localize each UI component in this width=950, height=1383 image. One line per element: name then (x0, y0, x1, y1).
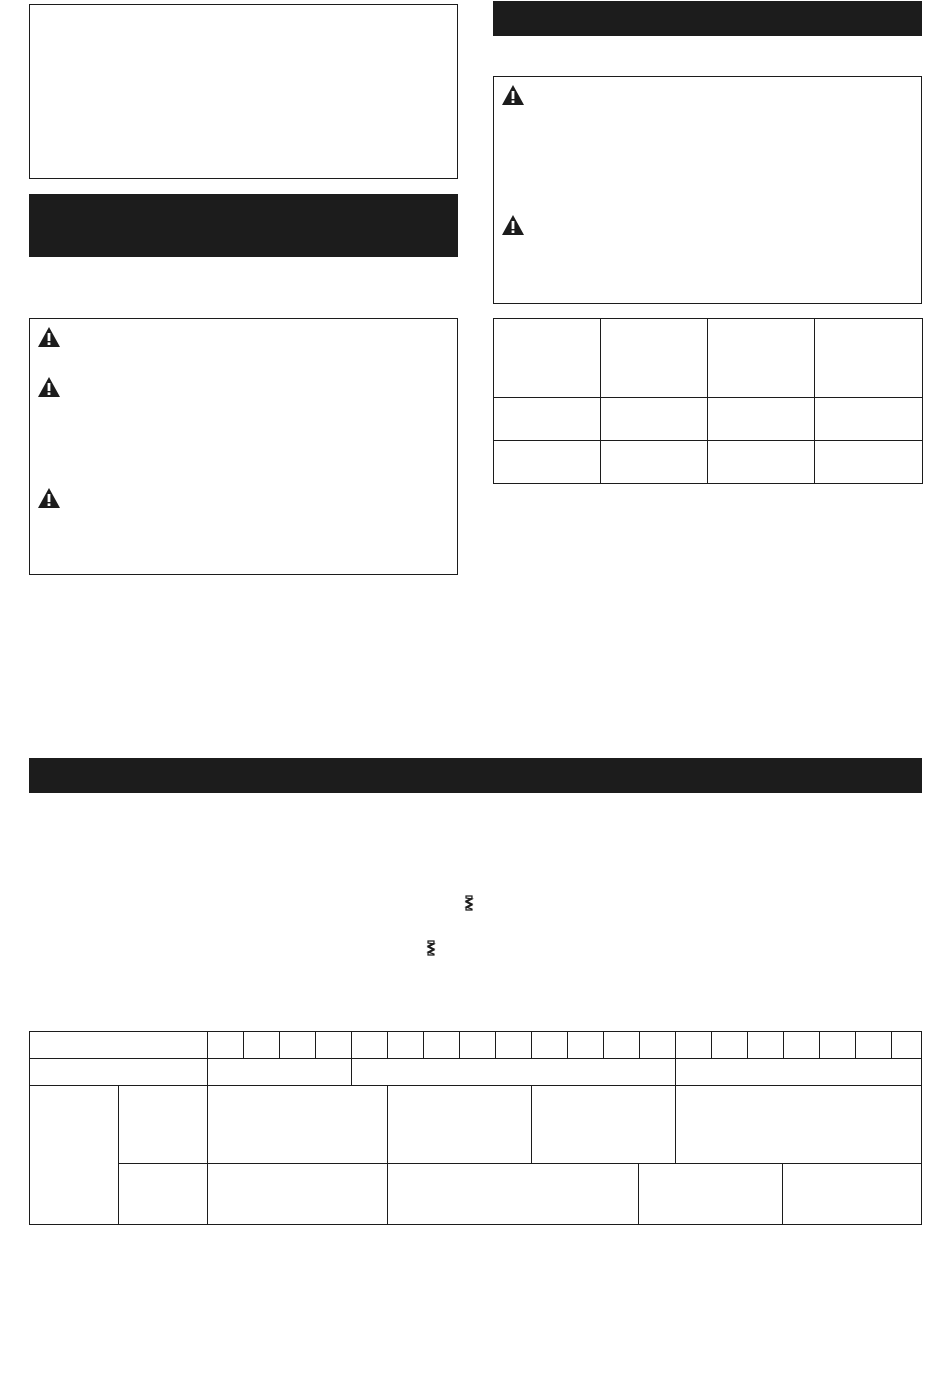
table-cell (531, 1031, 568, 1059)
table-cell (815, 398, 923, 441)
table-cell (207, 1031, 244, 1059)
table-cell (782, 1163, 922, 1225)
table-cell (459, 1031, 496, 1059)
table-cell (29, 1058, 208, 1086)
table-cell (603, 1031, 640, 1059)
table-cell (207, 1058, 352, 1086)
table-cell (815, 319, 923, 398)
table-cell (675, 1085, 922, 1164)
table-cell (819, 1031, 856, 1059)
table-cell (708, 441, 815, 484)
table-cell (495, 1031, 532, 1059)
table-cell (783, 1031, 820, 1059)
table-cell (638, 1163, 783, 1225)
table-cell (243, 1031, 280, 1059)
table-cell (118, 1163, 208, 1225)
spec-table-bottom (29, 1031, 922, 1225)
section-header-bar-left (29, 194, 458, 257)
table-cell (708, 319, 815, 398)
table-cell (601, 319, 708, 398)
table-cell (567, 1031, 604, 1059)
table-cell (29, 1085, 119, 1225)
table-cell (351, 1058, 676, 1086)
section-header-bar-right (493, 1, 922, 36)
table-cell (315, 1031, 352, 1059)
table-cell (855, 1031, 892, 1059)
table-cell (711, 1031, 748, 1059)
warning-triangle-icon (37, 376, 61, 398)
table-cell (601, 398, 708, 441)
table-cell (387, 1163, 639, 1225)
table-cell (423, 1031, 460, 1059)
spec-table-right (493, 318, 923, 484)
warning-triangle-icon (37, 326, 61, 348)
table-cell (675, 1031, 712, 1059)
warning-triangle-icon (501, 84, 525, 106)
table-cell (279, 1031, 316, 1059)
table-cell (387, 1085, 532, 1164)
note-box-top-left (29, 4, 458, 179)
table-cell (118, 1085, 208, 1164)
table-cell (747, 1031, 784, 1059)
table-row (494, 319, 923, 398)
table-cell (29, 1031, 208, 1059)
table-cell (387, 1031, 424, 1059)
table-cell (494, 319, 601, 398)
table-cell (675, 1058, 922, 1086)
warning-triangle-icon (37, 487, 61, 509)
table-row (494, 398, 923, 441)
drill-bit-icon (464, 895, 474, 911)
table-cell (531, 1085, 676, 1164)
table-cell (207, 1163, 388, 1225)
table-cell (351, 1031, 388, 1059)
table-cell (891, 1031, 922, 1059)
table-cell (639, 1031, 676, 1059)
table-cell (601, 441, 708, 484)
drill-bit-icon (426, 940, 436, 956)
warning-triangle-icon (501, 214, 525, 236)
table-cell (815, 441, 923, 484)
table-cell (207, 1085, 388, 1164)
table-cell (494, 441, 601, 484)
table-cell (708, 398, 815, 441)
warning-box-left (29, 318, 458, 575)
warning-box-right (493, 76, 922, 304)
table-row (494, 441, 923, 484)
section-header-bar-full (29, 758, 922, 793)
table-cell (494, 398, 601, 441)
